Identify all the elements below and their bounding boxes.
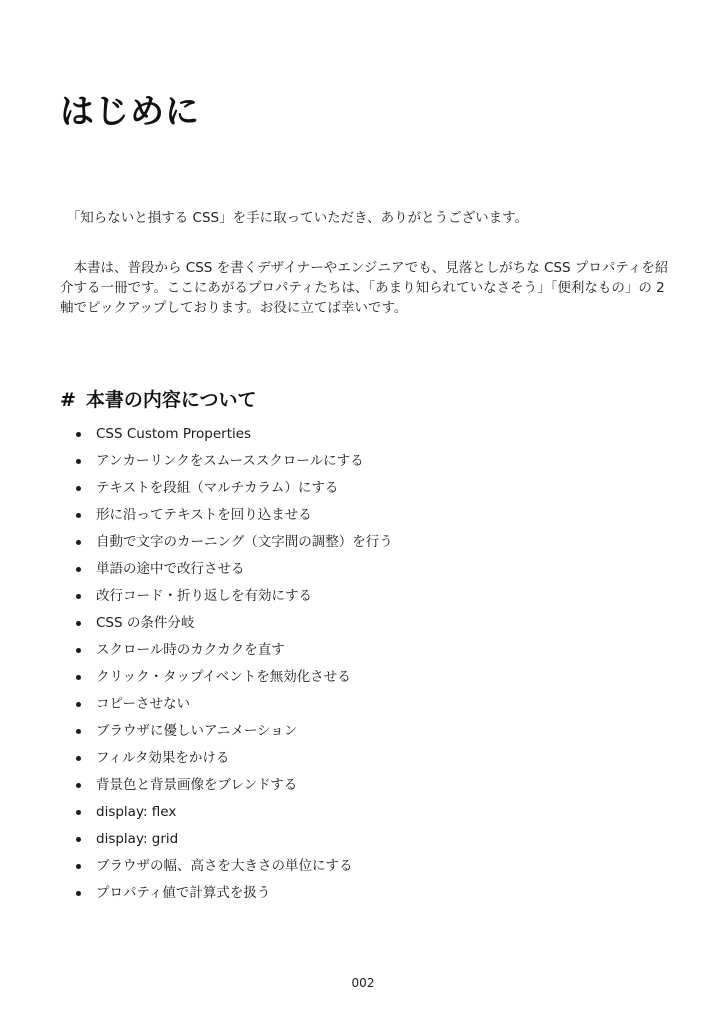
list-item: display: flex [75, 799, 393, 826]
list-item: display: grid [75, 826, 393, 853]
list-item: プロパティ値で計算式を扱う [75, 880, 393, 907]
list-item: 単語の途中で改行させる [75, 556, 393, 583]
list-item: 自動で文字のカーニング（文字間の調整）を行う [75, 529, 393, 556]
intro-paragraph-1: 「知らないと損する CSS」を手に取っていただき、ありがとうございます。 [60, 210, 528, 226]
list-item: テキストを段組（マルチカラム）にする [75, 475, 393, 502]
contents-list [75, 421, 393, 907]
list-item: ブラウザの幅、高さを大きさの単位にする [75, 853, 393, 880]
intro-paragraph-2: 本書は、普段から CSS を書くデザイナーやエンジニアでも、見落としがちな CSS プロパティを紹介する一冊です。ここにあがるプロパティたちは、「あまり知られていなさそう」「便利なもの」の 2 軸でピックアップしております。お役に立てば幸いです。 [60, 260, 669, 316]
list-item: アンカーリンクをスムーススクロールにする [75, 448, 393, 475]
list-item: コピーさせない [75, 691, 393, 718]
section-heading-text: 本書の内容について [85, 389, 257, 411]
page-title: はじめに [60, 92, 200, 132]
list-item: CSS Custom Properties [75, 421, 393, 448]
list-item: 形に沿ってテキストを回り込ませる [75, 502, 393, 529]
section-heading [60, 385, 257, 412]
list-item: 背景色と背景画像をブレンドする [75, 772, 393, 799]
list-item: 改行コード・折り返しを有効にする [75, 583, 393, 610]
list-item: ブラウザに優しいアニメーション [75, 718, 393, 745]
list-item: クリック・タップイベントを無効化させる [75, 664, 393, 691]
intro-section [60, 208, 670, 318]
heading-hash-mark: # [60, 389, 76, 411]
list-item: スクロール時のカクカクを直す [75, 637, 393, 664]
list-item: CSS の条件分岐 [75, 610, 393, 637]
list-item: フィルタ効果をかける [75, 745, 393, 772]
page-number: 002 [351, 976, 375, 990]
